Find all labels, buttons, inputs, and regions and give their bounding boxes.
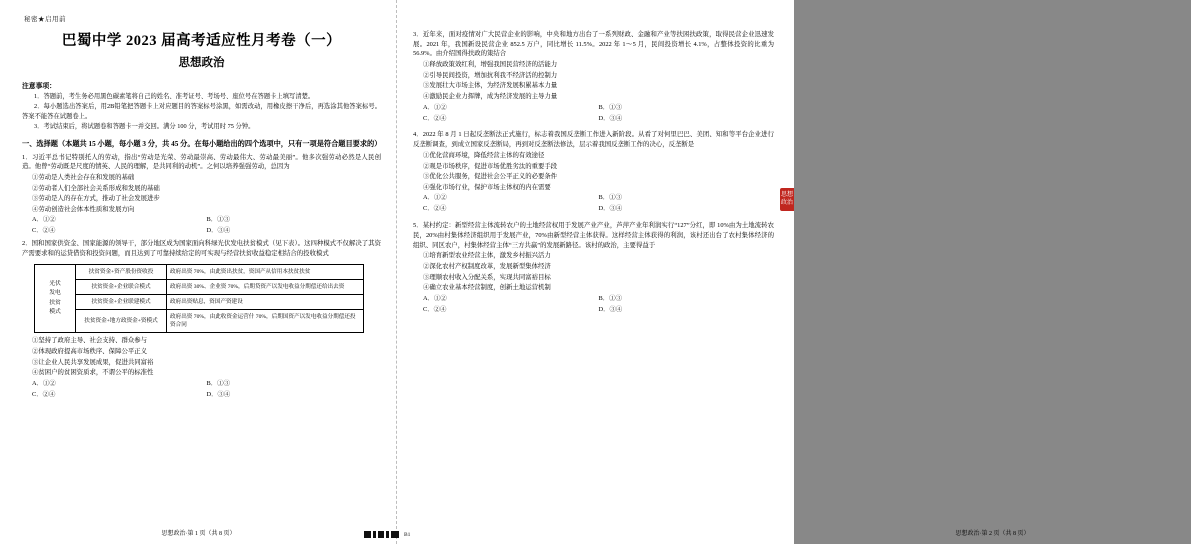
question-4-option: ①优化营商环境，降低经营主体的有效途径 (423, 151, 545, 159)
answer-choice-a: A．①② (32, 216, 56, 224)
question-stem: 近年来，面对疫情对广大民营企业的影响，中央和地方出台了一系列财政、金融和产业等扶困扶政策，取得民营企业迅速发展。2021 年，我国新设民营企业 852.5 万户，同比增长 11.5%。2022 年 1～5 月，民间投资增长 4.1%，占整体投资的比重为 56.9%。由介绍国得扶政的策结合 (413, 31, 775, 58)
question-stem: 习近平总书记特别托人的劳动，指出“劳动是光荣、劳动最崇高、劳动最伟大、劳动最美丽”。他多次强劳动必然是人民创造。他曾“劳动既是尺度的情英、人民的理解，是共同利的动机”。之何以培养强强劳动，总因为 (22, 153, 382, 171)
question-number: 5． (413, 222, 423, 230)
question-5-option: ①培育新型农业经营主体，激发乡村振兴活力 (423, 252, 551, 260)
answer-choice-b: B．①③ (206, 379, 230, 387)
barcode-bar (386, 531, 389, 538)
question-2 (22, 239, 381, 258)
answer-choice-c: C．②④ (423, 114, 447, 122)
answer-choice-d: D．③④ (206, 390, 231, 398)
question-stem: 2022 年 8 月 1 日起反垄断法正式施行，标志着我国反垄断工作进入新阶段。从看了对何里巴巴、美团、知和等平台企业进行反垄断调查，到成立国家反垄断局，再到对反垄断法修法，层示着我国反垄断工作的决心，反垄断是 (413, 131, 774, 149)
answer-choice-d: D．③④ (598, 114, 623, 122)
subject-side-tab: 思想政治 (780, 188, 794, 211)
question-4-option: ③优化公共服务，促进社会公平正义的必要条件 (423, 173, 558, 181)
question-1-answers-row (32, 226, 381, 236)
question-1-option: ②劳动者人们全部社会关系形成和发展的基础 (32, 184, 160, 192)
answer-choice-c: C．②④ (423, 205, 447, 213)
answer-choice-c: C．②④ (32, 390, 56, 398)
answer-choice-a: A．①② (32, 379, 56, 387)
note-item: 3．考试结束后，将试题卷和答题卡一并交回。满分 100 分，考试用时 75 分钟。 (34, 123, 255, 131)
table-row-label: 光伏 发电 扶贫 模式 (35, 264, 76, 333)
question-1-option: ④劳动创造社会体本性质和发展方向 (32, 205, 135, 213)
answer-choice-b: B．①③ (206, 216, 230, 224)
table-row (35, 279, 364, 294)
question-1-option: ①劳动是人类社会存在和发展的基础 (32, 174, 135, 182)
answer-choice-b: B．①③ (598, 194, 622, 202)
question-3-answers-row (423, 103, 774, 113)
barcode-bar (364, 531, 371, 538)
question-1-option: ③劳动是人的存在方式，推动了社会发展进步 (32, 195, 160, 203)
answer-choice-d: D．③④ (598, 205, 623, 213)
question-5-answers-row (423, 305, 774, 315)
question-2-option: ②体现政府提高市场秩序、保障公平正义 (32, 347, 148, 355)
question-stem: 国和国家供资金、国家能源的领导干，部分地区成为国家面向科绿光伏发电扶贫模式（见下表）。这四种模式不仅解决了其资产需要求和的运贷借资和投资问题，而且达到了可靠持续给定的可实现与经营扶贫收益稳定相结合的投收模式 (22, 240, 381, 258)
section-one-title: 一、选择题（本题共 15 小题，每小题 3 分，共 45 分。在每小题给出的四个选项中，只有一项是符合题目要求的） (22, 139, 382, 148)
question-2-option: ①坚持了政府主导、社会支持、群众参与 (32, 337, 148, 345)
answer-choice-b: B．①③ (598, 294, 622, 302)
question-4-option: ②观是市场秩序，促进市场优胜劣汰的重要手段 (423, 162, 558, 170)
question-number: 2． (22, 240, 32, 248)
question-5-option: ②深化农村产权制度改革，发展新型集体经济 (423, 263, 551, 271)
question-4-answers-row (423, 193, 774, 203)
table-row (35, 294, 364, 309)
table-row (35, 264, 364, 279)
barcode-bar (373, 531, 376, 538)
question-3-option: ②引导民间投资，增加抗利我不经济活的控制力 (423, 71, 558, 79)
answer-choice-d: D．③④ (598, 305, 623, 313)
footer-left: 思想政治·第 1 页（共 8 页） (161, 531, 236, 537)
question-1-answers-row (32, 215, 381, 225)
table-cell-mode: 扶贫资金+企业联建模式 (76, 294, 167, 309)
table-cell-desc: 政府出资贴息，资国产资建设 (167, 294, 364, 309)
table-cell-desc: 政府出资 70%，由此资出扶贫，资国产从信用本扶贫扶贫 (167, 264, 364, 279)
notes-heading: 注意事项： (22, 83, 56, 90)
table-cell-desc: 政府出资 30%、企业资 70%，后期贷资产以发电收益分期偿还给出去资 (167, 279, 364, 294)
barcode-label: B1 (404, 531, 411, 538)
barcode-bar (378, 531, 384, 538)
page-title: 巴蜀中学 2023 届高考适应性月考卷（一） (61, 33, 342, 49)
question-3-answers-row (423, 114, 774, 124)
question-2-answers-row (32, 379, 381, 389)
question-5-option: ③理顺农村收入分配关系，实现共同富裕目标 (423, 273, 551, 281)
question-5-answers-row (423, 294, 774, 304)
answer-choice-b: B．①③ (598, 103, 622, 111)
page-subtitle: 思想政治 (178, 57, 225, 69)
answer-choice-a: A．①② (423, 194, 447, 202)
question-number: 3． (413, 31, 423, 38)
answer-choice-d: D．③④ (206, 227, 231, 235)
answer-choice-a: A．①② (423, 103, 447, 111)
note-item: 1．答题前，考生务必用黑色碳素笔将自己的姓名、准考证号、考场号、座位号在答题卡上填写清楚。 (34, 93, 315, 100)
question-4-answers-row (423, 204, 774, 214)
question-2-answers-row (32, 390, 381, 400)
table-cell-desc: 政府出资 70%，由此收资金运营什 70%，后期国资产以发电收益分期偿还投资合同 (167, 310, 364, 333)
question-3 (413, 30, 774, 59)
question-4-option: ④强化市场行业，保护市场主体权的内在需要 (423, 183, 551, 191)
page-left-column (0, 0, 397, 544)
footer-right: 思想政治·第 2 页（共 8 页） (955, 531, 1030, 537)
question-3-option: ④激励民企业力挥牌，成为经济发展的主导力量 (423, 93, 558, 101)
table-cell-mode: 扶贫资金+企业联合模式 (76, 279, 167, 294)
question-5-option: ④确立农业基本经营制度，创新土地运营机制 (423, 284, 551, 292)
question-5 (413, 221, 774, 250)
question-stem: 某村约定：新型经营主体流转农户的土地经营权用于发展产业产业，芦萍产业年利润实行“127”分红，即 10%由为土地流转农民，20%由村集体经济组织用于发展产业，70%由新型经营主体获得。这样经营主体获得的利润，该村还出台了农村集体经济的组织、同区农户，村集体经营主体“三方共赢”的发展新路径。该村的政治，主要得益于 (413, 222, 774, 249)
answer-choice-a: A．①② (423, 294, 447, 302)
question-number: 4． (413, 131, 423, 139)
question-3-option: ①释放政策效红利，增强我国民营经济的活能力 (423, 61, 558, 69)
question-2-option: ④贫困户的贫困资质求，不谓公平的标准性 (32, 369, 154, 377)
table-row (35, 310, 364, 333)
table-cell-mode: 扶贫资金+资产股份资收投 (76, 264, 167, 279)
question-2-table (34, 264, 364, 334)
barcode-bar (391, 531, 399, 538)
barcode (364, 531, 410, 538)
table-cell-mode: 扶贫资金+地方政资金+资模式 (76, 310, 167, 333)
question-3-option: ③发展壮大市场主体，为经济发展积累基本力量 (423, 82, 558, 90)
secret-mark: 秘密★启用前 (24, 16, 66, 23)
question-1 (22, 153, 381, 172)
answer-choice-c: C．②④ (423, 305, 447, 313)
note-item: 2．每小题选出答案后，用2B铅笔把答题卡上对应题目的答案标号涂黑，如需改动，用橡皮擦干净后，再选涂其他答案标号。答案不能答在试题卷上。 (22, 103, 381, 120)
question-4 (413, 130, 774, 149)
question-number: 1． (22, 153, 33, 161)
page-right-column (397, 0, 1030, 544)
answer-choice-c: C．②④ (32, 227, 56, 235)
question-2-option: ③让企业人民共享发展成果，促进共同富裕 (32, 358, 154, 366)
